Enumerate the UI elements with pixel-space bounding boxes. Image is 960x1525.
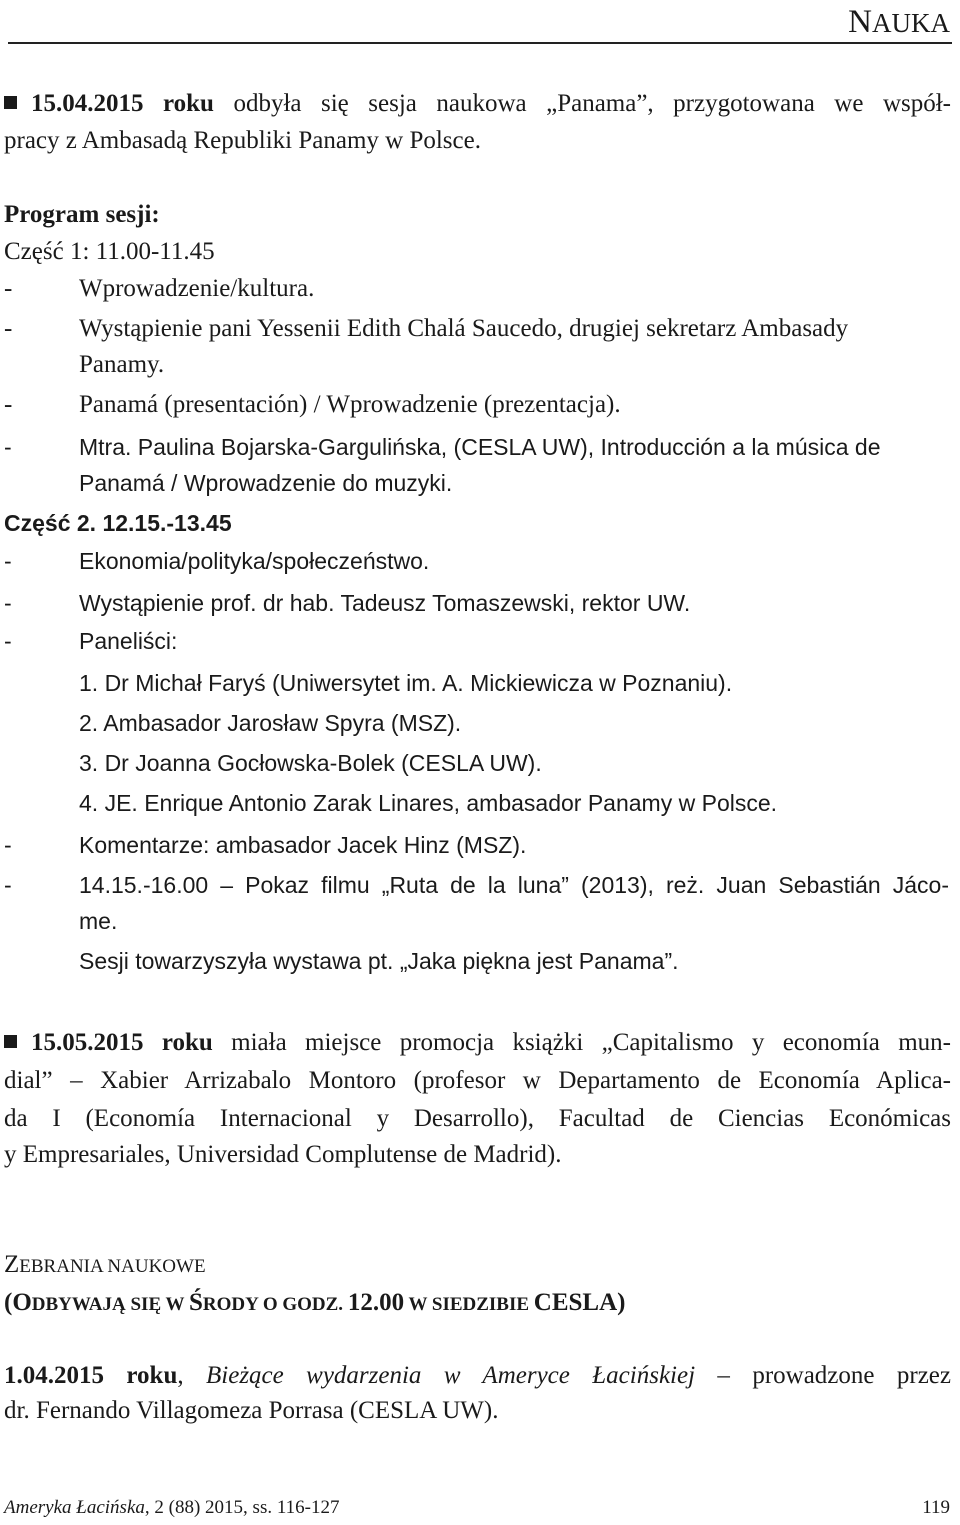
journal-name: Ameryka Łacińska (4, 1497, 145, 1518)
footer-citation: Ameryka Łacińska, 2 (88) 2015, ss. 116-127 (4, 1497, 340, 1518)
meeting-date: 1.04.2015 roku (4, 1362, 178, 1389)
page-number: 119 (922, 1497, 950, 1518)
event2-line4: y Empresariales, Universidad Complutense de Madrid). (4, 1141, 562, 1168)
header-rule (8, 42, 952, 44)
header-rest: AUKA (872, 8, 950, 38)
square-bullet-icon (4, 1035, 17, 1048)
header-initial: N (848, 4, 872, 40)
event1-line1 (4, 85, 951, 123)
event2-line3: da I (Economía Internacional y Desarrollo), Facultad de Ciencias Económicas (4, 1105, 951, 1132)
event2-line1: 15.05.2015 roku miała miejsce promocja książki „Capitalismo y economía mun- (4, 1024, 951, 1061)
event2-line2: dial” – Xabier Arrizabalo Montoro (profesor w Departamento de Economía Aplica- (4, 1067, 951, 1094)
meetings-heading: ZEBRANIA NAUKOWE (4, 1251, 206, 1278)
meeting-title: Bieżące wydarzenia w Ameryce Łacińskiej (206, 1362, 696, 1389)
part2-label: Część 2. 12.15.-13.45 (4, 510, 232, 536)
meetings-subheading: (ODBYWAJĄ SIĘ W ŚRODY O GODZ. 12.00 W SIEDZIBIE CESLA) (4, 1289, 626, 1316)
running-header (848, 2, 950, 43)
film-line1: 14.15.-16.00 – Pokaz filmu „Ruta de la luna” (2013), reż. Juan Sebastián Jáco- (79, 872, 949, 898)
event1-line2: pracy z Ambasadą Republiki Panamy w Polsce. (4, 127, 481, 154)
meeting-entry-line1: 1.04.2015 roku, Bieżące wydarzenia w Ameryce Łacińskiej – prowadzone przez (4, 1362, 952, 1389)
event2-date: 15.05.2015 roku (31, 1029, 213, 1056)
event1-text1: odbyła się sesja naukowa „Panama”, przygotowana we współ- (213, 90, 951, 117)
program-heading: Program sesji: (4, 201, 160, 228)
meeting-entry-line2: dr. Fernando Villagomeza Porrasa (CESLA UW). (4, 1397, 499, 1424)
square-bullet-icon (4, 96, 17, 109)
event1-date: 15.04.2015 roku (31, 90, 214, 117)
part1-label: Część 1: 11.00-11.45 (4, 238, 215, 265)
